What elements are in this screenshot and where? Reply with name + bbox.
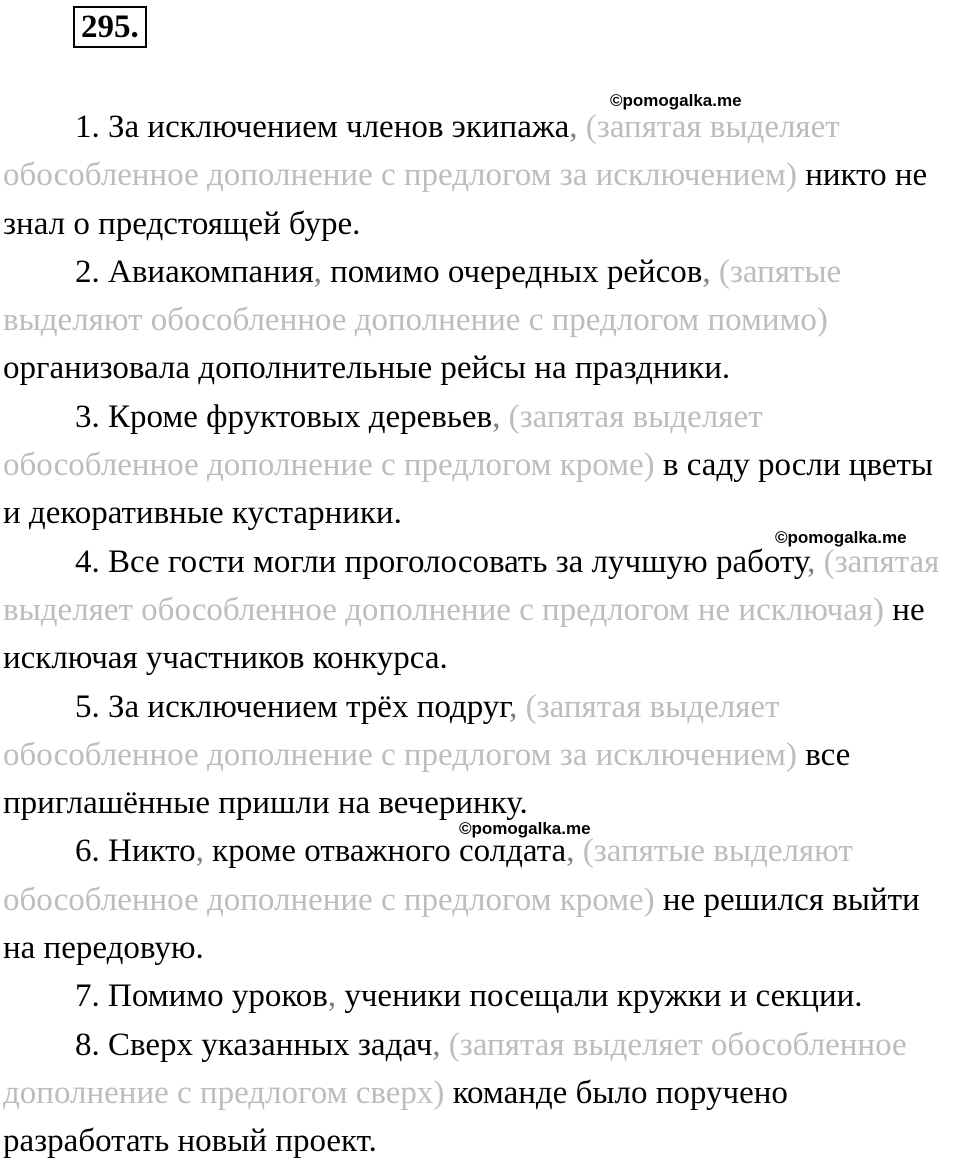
punctuation-note: (запятые выделяют обособленное дополнение с предлогом кроме)	[3, 833, 853, 918]
sentence-text: 2. Авиакомпания	[75, 253, 314, 290]
highlighted-comma: ,	[313, 253, 322, 290]
watermark: ©pomogalka.me	[775, 528, 907, 547]
sentence-1	[3, 103, 953, 248]
highlighted-comma: ,	[432, 1026, 441, 1063]
highlighted-comma: ,	[492, 398, 501, 435]
sentence-text: организовала дополнительные рейсы на праздники.	[3, 350, 731, 387]
highlighted-comma: ,	[195, 833, 204, 870]
sentence-text: 7. Помимо уроков	[75, 978, 328, 1015]
sentence-text: 8. Сверх указанных задач	[75, 1026, 433, 1063]
punctuation-note: (запятая выделяет обособленное дополнение с предлогом сверх)	[3, 1026, 907, 1111]
highlighted-comma: ,	[327, 978, 337, 1015]
sentence-8	[3, 1021, 953, 1166]
punctuation-note: (запятая выделяет обособленное дополнение с предлогом кроме)	[3, 398, 763, 484]
answer-text	[3, 103, 953, 1166]
highlighted-comma: ,	[569, 109, 578, 145]
sentence-text: в саду росли цветы и декоративные кустарники.	[3, 447, 934, 532]
highlighted-comma: ,	[807, 543, 816, 580]
sentence-text: помимо очередных рейсов	[321, 253, 703, 290]
sentence-text: кроме отважного солдата	[203, 833, 567, 870]
task-number: 295.	[73, 6, 147, 48]
highlighted-comma: ,	[566, 833, 575, 870]
sentence-text: 1. За исключением членов экипажа	[75, 109, 570, 145]
watermark: ©pomogalka.me	[459, 819, 591, 838]
punctuation-note: (запятая выделяет обособленное дополнение с предлогом за исключением)	[3, 688, 797, 773]
sentence-text: никто не знал о предстоящей буре.	[3, 157, 928, 242]
sentence-5	[3, 683, 953, 828]
highlighted-comma: ,	[702, 253, 711, 290]
sentence-2	[3, 248, 953, 393]
sentence-text: 6. Никто	[75, 833, 196, 870]
sentence-text: все приглашённые пришли на вечеринку.	[3, 736, 851, 822]
watermark: ©pomogalka.me	[610, 91, 742, 110]
sentence-text: не решился выйти на передовую.	[3, 881, 920, 967]
sentence-4	[3, 538, 953, 683]
sentence-text: 4. Все гости могли проголосовать за лучшую работу	[75, 543, 808, 580]
punctuation-note: (запятая выделяет обособленное дополнение с предлогом не исключая)	[3, 543, 940, 628]
sentence-6	[3, 827, 953, 972]
sentence-text: команде было поручено разработать новый проект.	[3, 1074, 788, 1160]
sentence-text: 3. Кроме фруктовых деревьев	[75, 398, 493, 435]
sentence-text: 5. За исключением трёх подруг	[75, 688, 510, 725]
sentence-3	[3, 393, 953, 538]
highlighted-comma: ,	[509, 688, 518, 725]
punctuation-note: (запятые выделяют обособленное дополнение с предлогом помимо)	[3, 253, 842, 339]
sentence-7	[3, 972, 953, 1020]
punctuation-note: (запятая выделяет обособленное дополнение с предлогом за исключением)	[3, 109, 840, 194]
sentence-text: ученики посещали кружки и секции.	[336, 978, 863, 1015]
sentence-text: не исключая участников конкурса.	[3, 591, 925, 677]
